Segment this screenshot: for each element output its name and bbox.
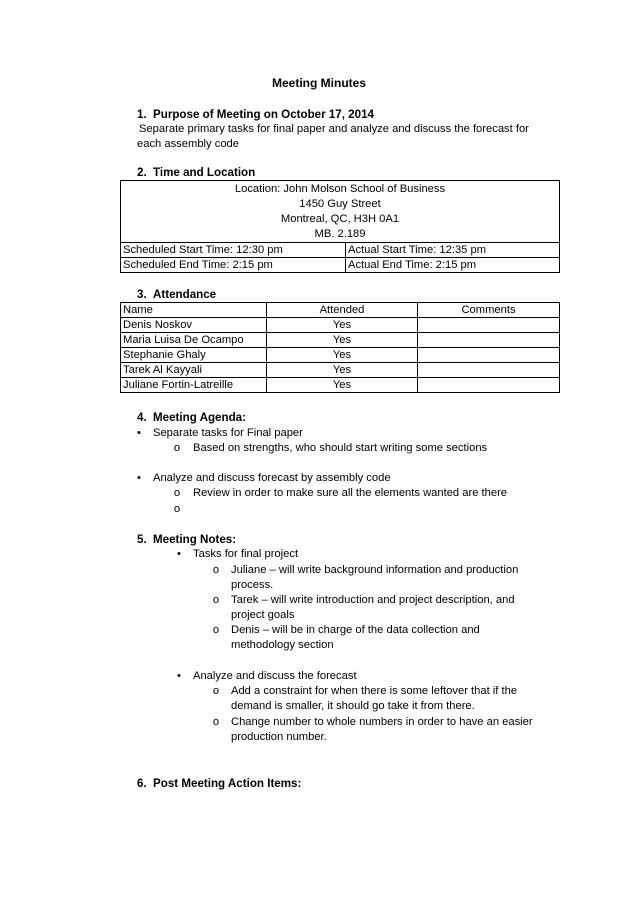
attendee-attended: Yes [267,333,418,348]
sub-bullet-icon: o [212,685,220,697]
scheduled-end-cell: Scheduled End Time: 2:15 pm [121,258,346,273]
attendance-table [120,302,560,393]
document-title: Meeting Minutes [271,76,366,90]
table-header-row [121,303,560,318]
section-number: 5. [137,533,147,546]
attendee-comments [418,363,560,378]
location-row [121,181,560,243]
notes-item: Analyze and discuss the forecast [193,670,357,682]
attendee-attended: Yes [267,318,418,333]
notes-subitem-continued: process. [231,579,274,591]
scheduled-start-cell: Scheduled Start Time: 12:30 pm [121,243,346,258]
location-line: MB. 2.189 [314,228,366,240]
bullet-icon: • [177,548,181,560]
attendee-name: Denis Noskov [121,318,267,333]
section-title: Meeting Notes: [153,533,237,546]
sub-bullet-icon: o [173,442,181,454]
sub-bullet-icon: o [212,716,220,728]
bullet-icon: • [137,472,141,484]
section-number: 6. [137,777,147,790]
section-heading-attendance [137,287,216,302]
attendee-attended: Yes [267,348,418,363]
sub-bullet-icon: o [173,487,181,499]
notes-subitem: Add a constraint for when there is some leftover that if the [231,685,518,697]
attendee-comments [418,348,560,363]
attendee-name: Tarek Al Kayyali [121,363,267,378]
notes-subitem-continued: methodology section [231,639,334,651]
sub-bullet-icon: o [173,503,181,515]
column-header-name: Name [121,303,267,318]
section-number: 4. [137,411,147,424]
table-row [121,378,560,393]
sub-bullet-icon: o [212,624,220,636]
attendee-comments [418,333,560,348]
notes-subitem: Juliane – will write background information and production [231,564,519,576]
section-title: Attendance [153,288,217,301]
notes-subitem: Denis – will be in charge of the data collection and [231,624,480,636]
table-row [121,318,560,333]
time-location-table [120,180,560,273]
section-heading-action-items [137,776,301,791]
notes-subitem-continued: project goals [231,609,295,621]
actual-start-cell: Actual Start Time: 12:35 pm [346,243,560,258]
agenda-subitem: Review in order to make sure all the elements wanted are there [193,487,508,499]
section-title: Meeting Agenda: [153,411,246,424]
location-line: 1450 Guy Street [299,198,381,210]
column-header-attended: Attended [267,303,418,318]
attendee-comments [418,378,560,393]
section-number: 1. [137,108,147,121]
notes-subitem: Change number to whole numbers in order to have an easier [231,716,533,728]
section-number: 3. [137,288,147,301]
bullet-icon: • [137,427,141,439]
notes-subitem-continued: production number. [231,731,327,743]
location-cell [121,181,560,243]
actual-end-cell: Actual End Time: 2:15 pm [346,258,560,273]
sub-bullet-icon: o [212,594,220,606]
section-heading-agenda [137,410,246,425]
section-heading-time-location [137,165,255,180]
table-row [121,258,560,273]
location-line: Location: John Molson School of Business [234,183,446,195]
section-title: Post Meeting Action Items: [153,777,302,790]
section-title: Time and Location [153,166,256,179]
attendee-name: Juliane Fortin-Latreille [121,378,267,393]
notes-subitem: Tarek – will write introduction and project description, and [231,594,515,606]
agenda-item: Analyze and discuss forecast by assembly code [153,472,391,484]
purpose-text-line: Separate primary tasks for final paper and analyze and discuss the forecast for [139,123,529,135]
attendee-comments [418,318,560,333]
attendee-name: Stephanie Ghaly [121,348,267,363]
table-row [121,363,560,378]
purpose-text-line: each assembly code [137,138,239,150]
attendee-attended: Yes [267,378,418,393]
bullet-icon: • [177,670,181,682]
attendee-name: Maria Luisa De Ocampo [121,333,267,348]
table-row [121,243,560,258]
table-row [121,348,560,363]
sub-bullet-icon: o [212,564,220,576]
column-header-comments: Comments [418,303,560,318]
location-line: Montreal, QC, H3H 0A1 [280,213,400,225]
table-row [121,333,560,348]
notes-item: Tasks for final project [193,548,299,560]
attendee-attended: Yes [267,363,418,378]
section-title: Purpose of Meeting on October 17, 2014 [153,108,374,121]
section-heading-purpose [137,107,374,122]
section-number: 2. [137,166,147,179]
agenda-item: Separate tasks for Final paper [153,427,303,439]
notes-subitem-continued: demand is smaller, it should go take it from there. [231,700,475,712]
agenda-subitem: Based on strengths, who should start writing some sections [193,442,488,454]
section-heading-notes [137,532,236,547]
